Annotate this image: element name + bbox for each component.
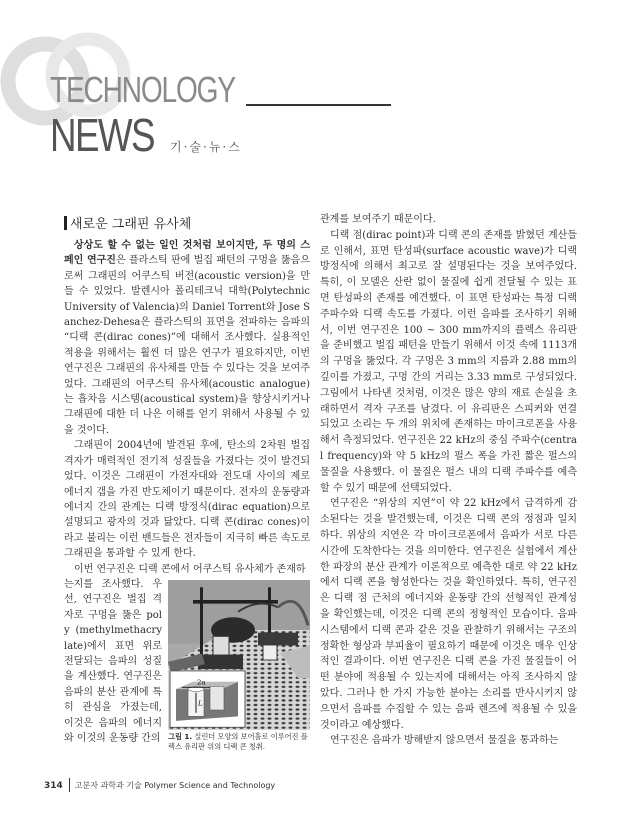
page-footer [44, 778, 275, 792]
journal-name: 고분자 과학과 기술 Polymer Science and Technology [74, 781, 276, 790]
paragraph: 디랙 점(dirac point)과 디랙 콘의 존재를 밝혔던 계산들로 인해서, 표면 탄성파(surface acoustic wave)가 디랙 방정식에 의해서 최고로 잘 설명된다는 것을 보여주었다. 특히, 이 모델은 산란 없이 물질에 쉽게 전달될 수 있는 표면 탄성파의 존재를 예견했다. 이 표면 탄성파는 특정 디랙 주파수와 디랙 속도를 가졌다. 이런 음파를 조사하기 위해서, 이번 연구진은 100 ~ 300 mm까지의 플렉스 유리판을 준비했고 벌집 패턴을 만들기 위해서 이것 속에 1113개의 구멍을 뚫었다. 각 구멍은 3 mm의 지름과 2.88 mm의 깊이를 가졌고, 구멍 간의 거리는 3.33 mm로 구성되었다. 그림에서 나타낸 것처럼, 이것은 많은 양의 재료 손실을 초래하면서 격자 구조를 남겼다. 이 유리판은 스피커와 연결되었고 소리는 두 개의 위치에 존재하는 마이크로폰을 사용해서 측정되었다. 연구진은 22 kHz의 중심 주파수(central frequency)와 약 5 kHz의 펄스 폭을 가진 짧은 펄스의 물질을 사용했다. 이 물질은 펄스 내의 디랙 주파수를 예측할 수 있기 때문에 선택되었다. [320, 229, 577, 494]
section-title-text: 새로운 그래핀 유사체 [70, 217, 192, 232]
figure-photo [168, 580, 310, 730]
paragraph-text: 는지를 조사했다. 우선, 연구진은 벌집 격자로 구멍을 뚫은 poly (methylmethacrylate)에서 표면 위로 전달되는 음파의 성질을 계산했다. 연구진은 음파의 분산 관계에 특히 관심을 가졌는데, 이것은 음파의 에너지와 이것의 운동량 간의 [64, 578, 162, 744]
footer-divider [69, 778, 70, 792]
paragraph [64, 438, 310, 561]
inset-label-diameter: 2a [197, 678, 206, 687]
figure [168, 580, 310, 752]
lead-text: 상상도 할 수 없는 일인 것처럼 보이지만, 두 명의 스페인 연구진 [64, 240, 310, 267]
caption-text: 실린더 모양의 보어홀로 이루어진 플렉스 유리판 위의 디랙 콘 청취. [168, 731, 308, 751]
paragraph-text: 은 플라스틱 판에 벌집 패턴의 구멍을 뚫음으로써 그래핀의 어쿠스틱 버전(acoustic version)을 만들 수 있었다. 발렌시아 폴리테크닉 대학(Polytechnic University of Valencia)의 Daniel Torrent와 Jose Sanchez-Dehesa은 플라스틱의 표면을 전파하는 음파의 “디랙 콘(dirac cones)”에 대해서 조사했다. 실용적인 적용을 위해서는 훨씬 더 많은 연구가 필요하지만, 이번 연구진은 그래핀의 유사체를 만들 수 있다는 것을 보여주었다. 그래핀의 어쿠스틱 유사체(acoustic analogue)는 흡차음 시스템(acoustical system)을 향상시키거나 그래핀에 대한 더 나은 이해를 얻기 위해서 사용될 수 있을 것이다. [64, 255, 310, 436]
paragraph [64, 238, 310, 438]
left-column [64, 238, 310, 768]
right-column [320, 212, 577, 772]
paragraph: 연구진은 “위상의 지연”이 약 22 kHz에서 급격하게 감소된다는 것을 발견했는데, 이것은 디랙 콘의 정점과 일치하다. 위상의 지연은 각 마이크로폰에서 음파가 서로 다른 시간에 도착한다는 것을 의미한다. 연구진은 실험에서 계산한 파장의 분산 관계가 이론적으로 예측한 대로 약 22 kHz에서 디랙 콘을 형성한다는 것을 확인하였다. 특히, 연구진은 디랙 점 근처의 에너지와 운동량 간의 선형적인 관계성을 확인했는데, 이것은 디랙 콘의 정형적인 모습이다. 음파 시스템에서 디랙 콘과 같은 것을 관찰하기 위해서는 구조의 정확한 형상과 부피율이 필요하기 때문에 이것은 매우 인상적인 결과이다. 이번 연구진은 디랙 콘을 가진 물질들이 어떤 분야에 적용될 수 있는지에 대해서는 아직 조사하지 않았다. 그러나 한 가지 가능한 분야는 소리를 반사시키지 않으면서 음파를 수집할 수 있는 음파 렌즈에 적용될 수 있을 것이라고 예상했다. [320, 498, 577, 731]
paragraph-text: 그래핀이 2004년에 발견된 후에, 탄소의 2차원 벌집 격자가 매력적인 전기적 성질들을 가졌다는 것이 발견되었다. 이것은 그래핀이 가전자대와 전도대 사이의 제로 에너지 갭을 가진 반도체이기 때문이다. 전자의 운동량과 에너지 간의 관계는 디랙 방정식(dirac equation)으로 설명되고 광자의 것과 닮았다. 디랙 콘(dirac cones)이라고 불리는 이런 밴드들은 전자들이 지극히 빠른 속도로 그래핀을 통과할 수 있게 한다. [64, 440, 310, 560]
inset-label-depth: L [198, 699, 203, 708]
paragraph [64, 562, 310, 577]
figure-caption [168, 732, 310, 752]
header-rule [246, 104, 391, 106]
paragraph: 관계를 보여주기 때문이다. [320, 214, 436, 225]
header-subtitle: 기·술·뉴·스 [170, 140, 242, 154]
paragraph-text: 이번 연구진은 디랙 콘에서 어쿠스틱 유사체가 존재하 [74, 563, 306, 575]
header-title-technology: TECHNOLOGY [50, 69, 235, 110]
page-number: 314 [44, 781, 63, 791]
apparatus-photo [168, 580, 310, 730]
section-title [64, 216, 191, 234]
header-title-news: NEWS [50, 109, 154, 161]
section-title-bar [64, 216, 67, 230]
caption-label: 그림 1. [168, 731, 193, 741]
paragraph: 연구진은 음파가 방해받지 않으면서 물질을 통과하는 [330, 735, 559, 747]
